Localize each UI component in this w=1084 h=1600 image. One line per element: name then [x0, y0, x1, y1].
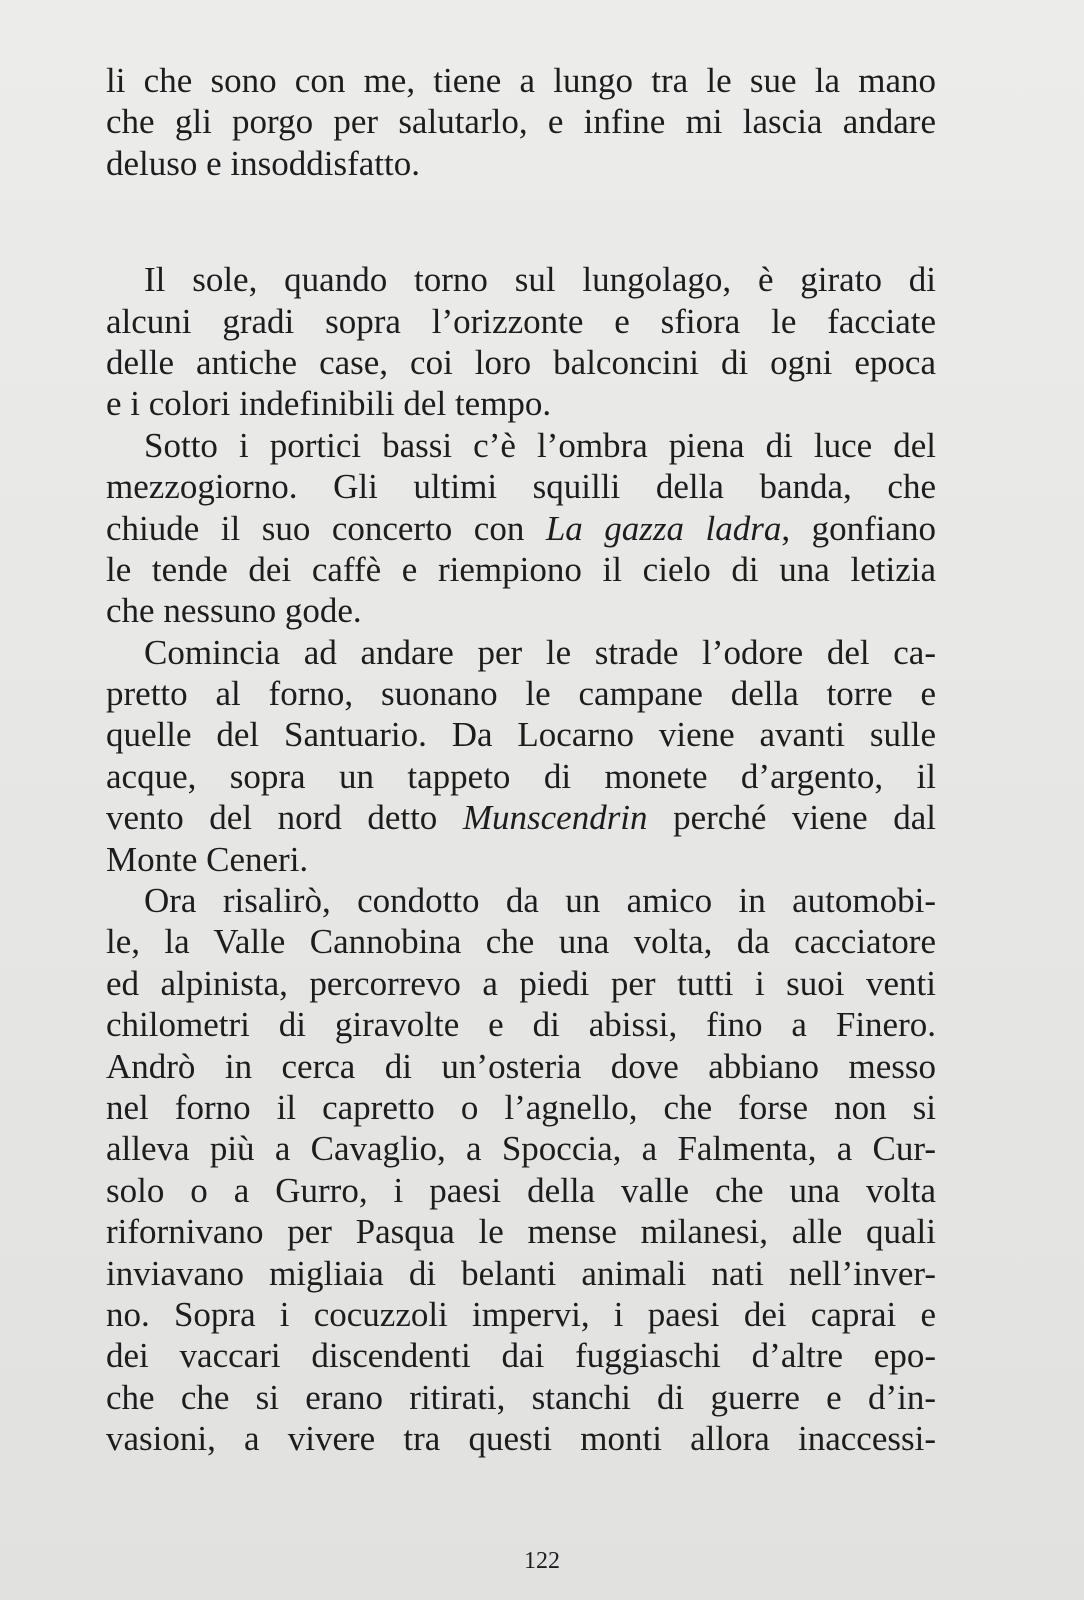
text-line: Andrò in cerca di un’osteria dove abbiano messo	[106, 1046, 936, 1086]
text-line: acque, sopra un tappeto di monete d’argento, il	[106, 756, 936, 796]
text-segment: , gonfiano	[781, 508, 936, 548]
text-segment: vento del nord detto	[106, 798, 463, 838]
title-italic: La gazza ladra	[545, 508, 782, 548]
text-line: deluso e insoddisfatto.	[106, 143, 420, 183]
text-line: quelle del Santuario. Da Locarno viene avanti sulle	[106, 715, 936, 755]
section-break	[106, 184, 936, 259]
text-line: Monte Ceneri.	[106, 839, 309, 879]
body-text	[106, 60, 936, 1460]
text-line: solo o a Gurro, i paesi della valle che una volta	[106, 1170, 936, 1210]
text-line: mezzogiorno. Gli ultimi squilli della banda, che	[106, 467, 936, 507]
text-line: ed alpinista, percorrevo a piedi per tutti i suoi venti	[106, 963, 936, 1003]
text-line: Comincia ad andare per le strade l’odore del ca-	[144, 632, 936, 672]
text-line: Sotto i portici bassi c’è l’ombra piena di luce del	[144, 425, 936, 465]
wind-name-italic: Munscendrin	[462, 798, 648, 838]
text-line	[106, 797, 936, 838]
text-line: nel forno il capretto o l’agnello, che forse non si	[106, 1087, 936, 1127]
text-line: delle antiche case, coi loro balconcini di ogni epoca	[106, 342, 936, 382]
text-line: no. Sopra i cocuzzoli impervi, i paesi dei caprai e	[106, 1294, 936, 1334]
text-line: pretto al forno, suonano le campane della torre e	[106, 674, 936, 714]
text-line	[106, 508, 936, 549]
text-line: rifornivano per Pasqua le mense milanesi, alle quali	[106, 1212, 936, 1252]
text-line: alleva più a Cavaglio, a Spoccia, a Falmenta, a Cur-	[106, 1129, 936, 1169]
text-line: inviavano migliaia di belanti animali nati nell’inver-	[106, 1253, 936, 1293]
page-number: 122	[524, 1548, 560, 1574]
text-line: e i colori indefinibili del tempo.	[106, 384, 552, 424]
text-line: che nessuno gode.	[106, 591, 362, 631]
text-line: vasioni, a vivere tra questi monti allora inaccessi-	[106, 1419, 936, 1459]
text-segment: chiude il suo concerto con	[106, 508, 546, 548]
text-line: Ora risalirò, condotto da un amico in automobi-	[144, 881, 936, 921]
text-line: dei vaccari discendenti dai fuggiaschi d’altre epo-	[106, 1336, 936, 1376]
text-line: che gli porgo per salutarlo, e infine mi lascia andare	[106, 102, 936, 142]
text-segment: perché viene dal	[647, 798, 936, 838]
text-line: Il sole, quando torno sul lungolago, è girato di	[144, 260, 936, 300]
text-line: li che sono con me, tiene a lungo tra le sue la mano	[106, 61, 936, 100]
text-line: le, la Valle Cannobina che una volta, da cacciatore	[106, 922, 936, 962]
text-line: chilometri di giravolte e di abissi, fino a Finero.	[106, 1005, 936, 1045]
text-line: che che si erano ritirati, stanchi di guerre e d’in-	[106, 1377, 936, 1417]
text-line: alcuni gradi sopra l’orizzonte e sfiora le facciate	[106, 301, 936, 341]
text-line: le tende dei caffè e riempiono il cielo di una letizia	[106, 549, 936, 589]
